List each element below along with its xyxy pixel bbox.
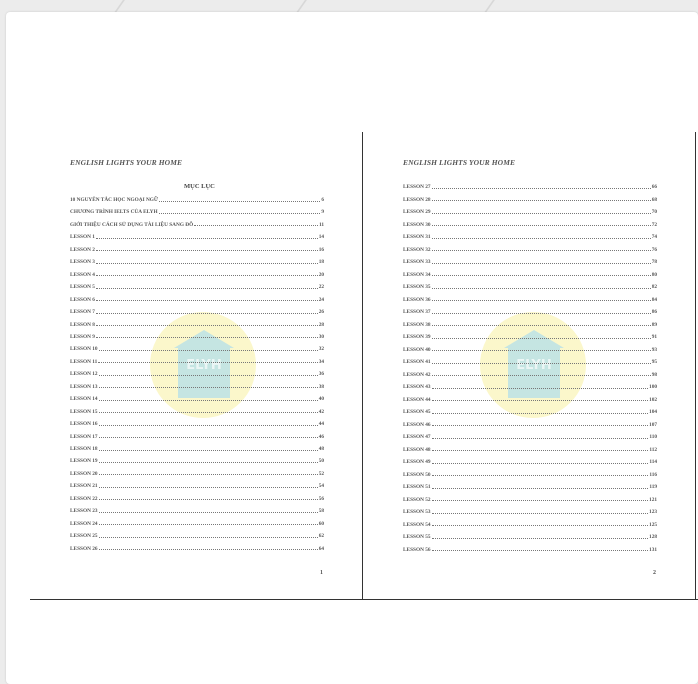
toc-entry-label: LESSON 50 [403,471,431,478]
toc-leader-dots [432,463,649,464]
toc-entry-page: 78 [651,259,657,265]
watermark-text: ELYH [186,358,222,373]
toc-entry-page: 107 [649,421,657,428]
toc-leader-dots [432,225,651,226]
toc-leader-dots [432,325,651,326]
toc-entry-page: 44 [318,421,324,428]
toc-leader-dots [96,275,318,276]
toc-leader-dots [96,300,318,301]
toc-entry-page: 89 [651,321,657,328]
toc-entry-page: 100 [649,384,657,390]
toc-entry-page: 48 [318,446,324,452]
toc-entry-label: LESSON 36 [403,296,431,303]
toc-leader-dots [96,250,318,251]
toc-entry [70,305,324,315]
toc-entry [403,430,657,440]
toc-entry-label: LESSON 16 [70,421,98,428]
toc-entry-page: 60 [318,520,324,527]
toc-entry-page: 26 [318,309,324,316]
toc-leader-dots [96,337,318,338]
spread-right-border [695,132,696,600]
toc-entry [70,517,324,527]
toc-entry [70,268,324,278]
toc-entry-page: 54 [318,483,324,490]
toc-entry-label: LESSON 19 [70,458,98,465]
toc-leader-dots [99,400,318,401]
toc-entry-page: 56 [318,495,324,502]
toc-leader-dots [432,250,651,251]
toc-entry-label: LESSON 9 [70,333,95,340]
toc-entry-label: LESSON 43 [403,384,431,390]
toc-entry [403,405,657,415]
toc-entry-label: LESSON 47 [403,434,431,440]
toc-entry-page: 131 [649,546,657,553]
toc-entry-label: LESSON 1 [70,234,95,241]
toc-leader-dots [99,350,318,351]
toc-entry-label: LESSON 29 [403,209,431,215]
toc-entry-label: LESSON 41 [403,359,431,365]
toc-entry-label: LESSON 39 [403,334,431,340]
toc-leader-dots [432,488,649,489]
toc-leader-dots [432,388,649,389]
toc-entry-page: 58 [318,508,324,515]
toc-leader-dots [99,437,318,438]
toc-entry [403,455,657,465]
toc-entry-page: 16 [318,246,324,253]
toc-leader-dots [432,513,649,514]
toc-entry-page: 119 [649,484,657,490]
toc-entry-label: LESSON 14 [70,396,98,403]
toc-entry-page: 18 [318,259,324,266]
page-header: ENGLISH LIGHTS YOUR HOME [70,158,183,167]
toc-leader-dots [96,288,318,289]
toc-leader-dots [432,500,649,501]
toc-leader-dots [432,450,649,451]
toc-entry [70,542,324,552]
toc-leader-dots [99,474,318,475]
toc-entry [403,193,657,203]
toc-entry [403,480,657,490]
toc-entry [70,355,324,365]
toc-entry-page: 112 [649,446,657,453]
toc-entry-label: LESSON 21 [70,483,98,490]
toc-entry [70,454,324,464]
toc-leader-dots [432,200,651,201]
toc-entry [403,368,657,378]
toc-entry-label: LESSON 25 [70,533,98,540]
toc-entry-page: 84 [651,296,657,303]
toc-title: MỤC LỤC [184,183,215,190]
toc-entry-page: 70 [651,209,657,215]
toc-entry-page: 32 [318,346,324,353]
toc-entry-page: 125 [649,521,657,528]
toc-entry [403,330,657,340]
toc-leader-dots [194,225,318,226]
toc-entry [70,230,324,240]
toc-entry [70,255,324,265]
toc-leader-dots [432,525,649,526]
toc-entry [403,380,657,390]
toc-entry-label: LESSON 15 [70,408,98,415]
document-preview [6,12,698,684]
toc-entry-label: LESSON 27 [403,184,431,190]
toc-entry-page: 28 [318,321,324,328]
toc-leader-dots [432,275,651,276]
toc-entry-page: 86 [651,309,657,315]
toc-entry [403,493,657,503]
toc-entry [403,468,657,478]
toc-entry-label: 10 NGUYÊN TẮC HỌC NGOẠI NGỮ [70,197,159,203]
toc-entry-page: 42 [318,408,324,415]
toc-entry [403,418,657,428]
toc-entry-label: LESSON 4 [70,271,95,278]
toc-leader-dots [432,425,649,426]
toc-leader-dots [432,263,651,264]
toc-entry [403,505,657,515]
toc-entry-page: 46 [318,433,324,440]
toc-entry-label: LESSON 10 [70,346,98,353]
toc-entry [403,543,657,553]
toc-entry-label: LESSON 38 [403,321,431,328]
toc-entry-page: 40 [318,396,324,403]
toc-entry-page: 91 [651,334,657,340]
toc-entry [403,255,657,265]
toc-entry [403,280,657,290]
toc-entry-label: LESSON 32 [403,246,431,253]
toc-entry [70,367,324,377]
toc-leader-dots [432,300,651,301]
toc-leader-dots [432,338,651,339]
toc-leader-dots [96,313,318,314]
watermark-text: ELYH [516,358,552,373]
toc-entry [403,318,657,328]
toc-entry-page: 74 [651,234,657,240]
page-number: 1 [320,570,323,576]
toc-entry-label: GIỚI THIỆU CÁCH SỬ DỤNG TÀI LIỆU SANG ĐỖ [70,221,194,228]
spread-bottom-border [30,599,698,600]
toc-entry-page: 22 [318,284,324,291]
toc-leader-dots [96,263,318,264]
toc-entry-page: 30 [318,333,324,340]
toc-entry-page: 50 [318,458,324,465]
toc-entry-label: LESSON 33 [403,259,431,265]
toc-entry [70,218,324,228]
toc-leader-dots [432,438,649,439]
toc-entry-page: 116 [649,471,657,478]
toc-entry [403,293,657,303]
toc-entry-page: 62 [318,533,324,540]
toc-entry [403,230,657,240]
toc-entry-page: 98 [651,371,657,378]
toc-entry-label: LESSON 3 [70,259,95,266]
toc-entry-page: 110 [649,434,657,440]
toc-entry [403,393,657,403]
toc-entry-page: 80 [651,271,657,278]
toc-entry [70,342,324,352]
toc-entry-page: 34 [318,358,324,365]
toc-leader-dots [432,313,651,314]
toc-entry-label: LESSON 31 [403,234,431,240]
toc-entry [70,243,324,253]
toc-entry-page: 11 [318,221,324,228]
toc-entry-label: LESSON 20 [70,470,98,477]
toc-entry [403,180,657,190]
toc-entry-label: LESSON 55 [403,534,431,540]
toc-entry-page: 93 [651,346,657,353]
toc-entry-page: 14 [318,234,324,241]
toc-entry [70,504,324,514]
page-header: ENGLISH LIGHTS YOUR HOME [403,158,516,167]
toc-leader-dots [432,188,651,189]
toc-leader-dots [99,499,318,500]
toc-entry [70,405,324,415]
toc-leader-dots [99,537,318,538]
toc-entry [70,529,324,539]
toc-entry [70,280,324,290]
toc-entry-label: LESSON 23 [70,508,98,515]
toc-entry-label: LESSON 35 [403,284,431,290]
toc-entry-page: 114 [649,459,657,465]
toc-entry-label: LESSON 17 [70,433,98,440]
toc-leader-dots [432,238,651,239]
toc-entry-page: 123 [649,509,657,515]
toc-entry [403,518,657,528]
toc-entry-label: LESSON 42 [403,371,431,378]
toc-leader-dots [99,387,318,388]
toc-entry [70,442,324,452]
toc-leader-dots [98,362,317,363]
toc-leader-dots [99,450,318,451]
toc-entry [70,193,324,203]
toc-entry [403,355,657,365]
toc-entry [70,380,324,390]
toc-entry-page: 52 [318,470,324,477]
toc-entry-page: 76 [651,246,657,253]
toc-entry [70,318,324,328]
toc-entry-page: 24 [318,296,324,303]
toc-leader-dots [99,549,318,550]
toc-entry [403,305,657,315]
toc-entry-label: LESSON 52 [403,496,431,503]
toc-entry-page: 95 [651,359,657,365]
toc-entry-label: LESSON 8 [70,321,95,328]
toc-entry-label: LESSON 49 [403,459,431,465]
toc-entry-label: LESSON 37 [403,309,431,315]
toc-leader-dots [432,363,651,364]
toc-entry-label: LESSON 6 [70,296,95,303]
toc-entry-page: 20 [318,271,324,278]
page-divider [362,132,363,600]
toc-leader-dots [432,538,649,539]
toc-leader-dots [96,325,318,326]
toc-entry [403,268,657,278]
toc-leader-dots [159,213,321,214]
toc-entry-page: 9 [321,209,324,216]
toc-leader-dots [432,288,651,289]
toc-leader-dots [432,375,651,376]
toc-leader-dots [99,375,318,376]
toc-entry-label: CHƯƠNG TRÌNH IELTS CỦA ELYH [70,209,158,216]
toc-leader-dots [432,550,649,551]
toc-leader-dots [99,524,318,525]
toc-leader-dots [432,475,649,476]
toc-entry-label: LESSON 46 [403,421,431,428]
toc-entry-label: LESSON 11 [70,358,98,365]
toc-entry [70,417,324,427]
toc-entry [70,392,324,402]
toc-leader-dots [99,412,318,413]
toc-entry [403,530,657,540]
toc-leader-dots [99,512,318,513]
toc-entry [70,479,324,489]
toc-entry-page: 104 [649,409,657,415]
toc-entry-label: LESSON 56 [403,546,431,553]
toc-entry-label: LESSON 22 [70,495,98,502]
toc-entry-label: LESSON 48 [403,446,431,453]
toc-leader-dots [159,201,320,202]
toc-entry-page: 36 [318,371,324,378]
toc-entry-label: LESSON 51 [403,484,431,490]
toc-entry-label: LESSON 24 [70,520,98,527]
toc-entry-label: LESSON 2 [70,246,95,253]
toc-entry [70,330,324,340]
toc-entry [403,343,657,353]
page-number: 2 [653,570,656,576]
toc-entry-label: LESSON 28 [403,196,431,203]
toc-entry-page: 128 [649,534,657,540]
toc-entry-page: 6 [321,197,324,203]
toc-leader-dots [99,425,318,426]
toc-entry [403,205,657,215]
toc-entry-label: LESSON 26 [70,545,98,552]
toc-leader-dots [99,462,318,463]
toc-leader-dots [432,350,651,351]
toc-entry [70,205,324,215]
toc-leader-dots [432,213,651,214]
toc-entry-page: 38 [318,383,324,390]
toc-leader-dots [432,413,649,414]
toc-entry-page: 68 [651,196,657,203]
toc-entry-page: 72 [651,221,657,228]
toc-entry [70,293,324,303]
toc-entry [70,430,324,440]
toc-entry [403,218,657,228]
toc-entry-label: LESSON 34 [403,271,431,278]
toc-entry [403,443,657,453]
toc-entry-label: LESSON 44 [403,396,431,403]
toc-entry-label: LESSON 30 [403,221,431,228]
toc-leader-dots [432,400,649,401]
toc-entry-label: LESSON 53 [403,509,431,515]
toc-entry-label: LESSON 13 [70,383,98,390]
toc-entry [70,492,324,502]
toc-entry-label: LESSON 54 [403,521,431,528]
toc-entry-page: 82 [651,284,657,290]
toc-leader-dots [99,487,318,488]
toc-entry-label: LESSON 40 [403,346,431,353]
toc-entry-label: LESSON 12 [70,371,98,378]
toc-leader-dots [96,238,318,239]
toc-entry-label: LESSON 7 [70,309,95,316]
toc-entry-page: 64 [318,545,324,552]
toc-entry-page: 66 [651,184,657,190]
toc-entry [70,467,324,477]
toc-entry-page: 121 [649,496,657,503]
toc-entry-label: LESSON 18 [70,446,98,452]
toc-entry-label: LESSON 5 [70,284,95,291]
toc-entry-label: LESSON 45 [403,409,431,415]
toc-entry-page: 102 [649,396,657,403]
toc-entry [403,243,657,253]
